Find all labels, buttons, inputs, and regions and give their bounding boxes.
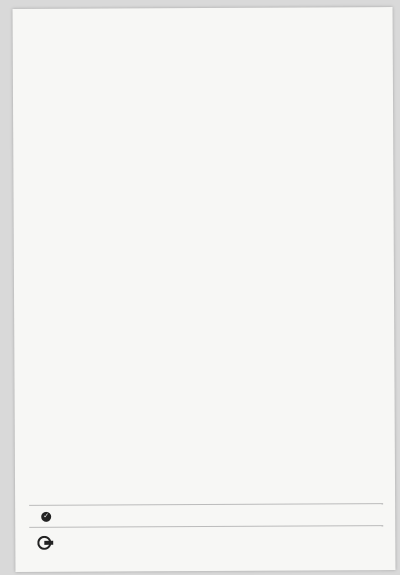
- checkmark-icon: ✓: [41, 512, 51, 522]
- beissbarth-logo-icon: [37, 536, 53, 550]
- measurement-sections: [13, 7, 393, 9]
- footer-divider: [29, 503, 383, 506]
- alignment-report-page: [13, 7, 396, 572]
- vehicle-description: [264, 113, 384, 114]
- footer-divider: [29, 525, 383, 528]
